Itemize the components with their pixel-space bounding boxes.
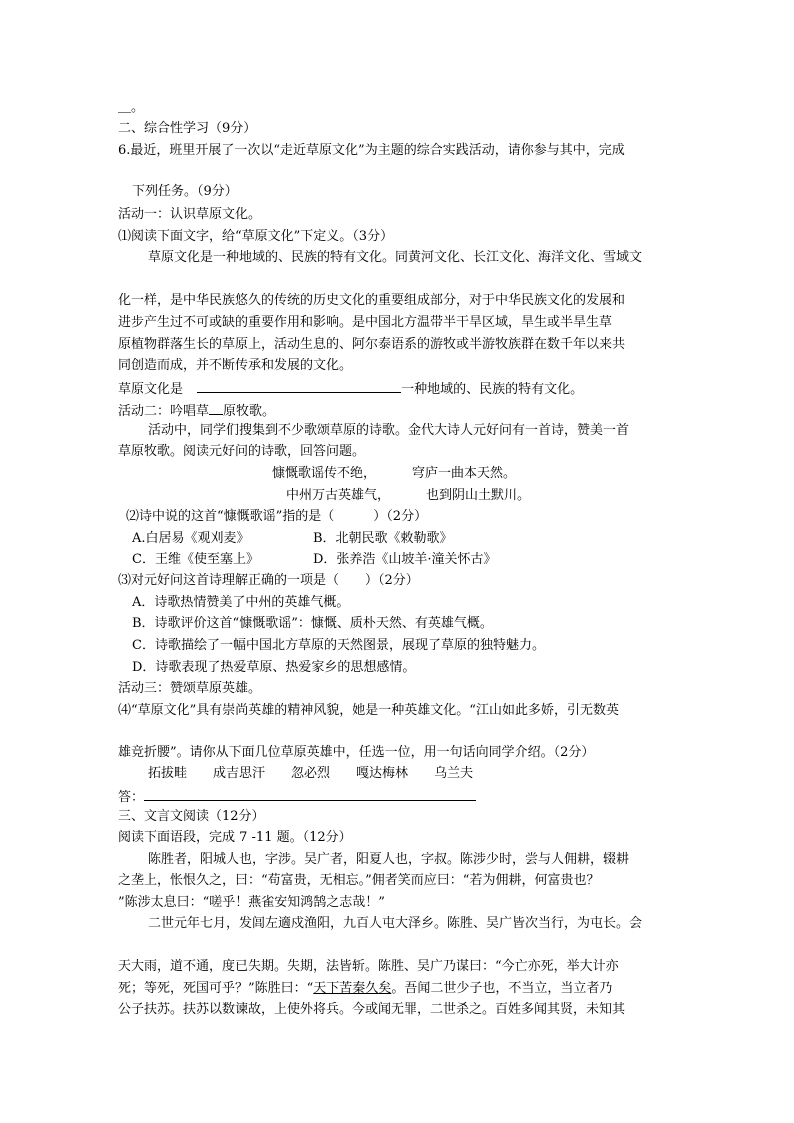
poem-line-1a: 慷慨歌谣传不绝， bbox=[272, 466, 377, 481]
hero-list bbox=[148, 765, 473, 783]
option-3b[interactable]: B．诗歌评价这首“慷慨歌谣”：慷慨、质朴天然、有英雄气概。 bbox=[132, 616, 493, 631]
section-heading-3: 三、文言文阅读（12分） bbox=[118, 809, 265, 824]
classical-line: 之垄上，怅恨久之，曰：“苟富贵，无相忘。”佣者笑而应曰：“若为佣耕，何富贵也？ bbox=[118, 873, 600, 888]
classical-line: 公子扶苏。扶苏以数谏故，上使外将兵。今或闻无罪，二世杀之。百姓多闻其贤，未知其 bbox=[118, 1002, 626, 1017]
option-2a[interactable]: A.白居易《观刈麦》 bbox=[132, 531, 250, 546]
classical-line: 天大雨，道不通，度已失期。失期，法皆斩。陈胜、吴广乃谋曰：“今亡亦死，举大计亦 bbox=[118, 959, 619, 974]
option-2d[interactable]: D．张养浩《山坡羊·潼关怀古》 bbox=[313, 552, 497, 567]
classical-line: 二世元年七月，发闾左適戍渔阳，九百人屯大泽乡。陈胜、吴广皆次当行，为屯长。会 bbox=[148, 916, 643, 931]
hero-name: 忽必烈 bbox=[291, 766, 331, 781]
question-4-prompt: ⑷“草原文化”具有崇尚英雄的精神风貌，她是一种英雄文化。“江山如此多娇，引无数英 bbox=[118, 703, 619, 718]
passage-line: 同创造而成，并不断传承和发展的文化。 bbox=[118, 358, 353, 373]
classical-line: 陈胜者，阳城人也，字涉。吴广者，阳夏人也，字叔。陈涉少时，尝与人佣耕，辍耕 bbox=[148, 852, 630, 867]
hero-name: 嘎达梅林 bbox=[356, 766, 409, 781]
question-6-text-cont: 下列任务。（9分） bbox=[132, 184, 238, 199]
line-fragment: ＿。 bbox=[118, 100, 145, 115]
option-3a[interactable]: A．诗歌热情赞美了中州的英雄气概。 bbox=[132, 595, 350, 610]
activity-2-prefix: 活动二：吟唱草 bbox=[118, 404, 210, 419]
poem-line-1b: 穹庐一曲本天然。 bbox=[412, 466, 517, 481]
definition-suffix: 一种地域的、民族的特有文化。 bbox=[401, 382, 584, 397]
section-heading-2: 二、综合性学习（9分） bbox=[118, 121, 257, 136]
activity-1-heading: 活动一：认识草原文化。 bbox=[118, 207, 262, 222]
definition-blank[interactable] bbox=[197, 378, 401, 393]
passage-line: 原植物群落生长的草原上，活动生息的、阿尔泰语系的游牧或半游牧族群在数千年以来共 bbox=[118, 337, 626, 352]
question-6-text: 6.最近，班里开展了一次以“走近草原文化”为主题的综合实践活动，请你参与其中，完成 bbox=[118, 143, 625, 158]
option-3c[interactable]: C．诗歌描绘了一幅中国北方草原的天然图景，展现了草原的独特魅力。 bbox=[132, 638, 545, 653]
definition-line bbox=[118, 378, 583, 399]
passage-line: 草原牧歌。阅读元好问的诗歌，回答问题。 bbox=[118, 444, 366, 459]
passage-line: 进步产生过不可或缺的重要作用和影响。是中国北方温带半干旱区域，旱生或半旱生草 bbox=[118, 315, 613, 330]
passage-line: 活动中，同学们搜集到不少歌颂草原的诗歌。金代大诗人元好问有一首诗，赞美一首 bbox=[148, 423, 630, 438]
underlined-sentence: 天下苦秦久矣 bbox=[313, 981, 392, 996]
activity-2-blank[interactable] bbox=[209, 400, 223, 415]
activity-2-heading bbox=[118, 400, 275, 421]
passage-line: 草原文化是一种地域的、民族的特有文化。同黄河文化、长江文化、海洋文化、雪域文 bbox=[148, 250, 643, 265]
classical-text: 死；等死，死国可乎？”陈胜曰：“ bbox=[118, 981, 314, 996]
hero-name: 乌兰夫 bbox=[434, 766, 474, 781]
poem-line-2b: 也到阴山土默川。 bbox=[426, 488, 531, 503]
question-1-prompt: ⑴阅读下面文字，给“草原文化”下定义。（3分） bbox=[118, 229, 394, 244]
activity-2-suffix: 原牧歌。 bbox=[223, 404, 276, 419]
classical-line bbox=[118, 980, 612, 998]
classical-prompt: 阅读下面语段，完成 7 -11 题。（12分） bbox=[118, 830, 352, 845]
question-4-prompt-cont: 雄竞折腰”。请你从下面几位草原英雄中，任选一位，用一句话向同学介绍。（2分） bbox=[118, 745, 595, 760]
question-3-prompt: ⑶对元好问这首诗理解正确的一项是（ ）（2分） bbox=[118, 573, 419, 588]
definition-prefix: 草原文化是 bbox=[118, 382, 184, 397]
activity-3-heading: 活动三：赞颂草原英雄。 bbox=[118, 681, 262, 696]
classical-line: ”陈涉太息曰：“嗟乎！燕雀安知鸿鹄之志哉！” bbox=[118, 895, 385, 910]
poem-line-2a: 中州万古英雄气， bbox=[286, 488, 391, 503]
answer-label: 答： bbox=[118, 790, 145, 805]
passage-line: 化一样，是中华民族悠久的传统的历史文化的重要组成部分，对于中华民族文化的发展和 bbox=[118, 293, 626, 308]
option-3d[interactable]: D．诗歌表现了热爱草原、热爱家乡的思想感情。 bbox=[132, 660, 416, 675]
classical-text: 。吾闻二世少子也，不当立，当立者乃 bbox=[391, 981, 613, 996]
question-2-prompt: ⑵诗中说的这首“慷慨歌谣”指的是（ ）（2分） bbox=[126, 509, 428, 524]
answer-line bbox=[118, 786, 476, 807]
answer-blank[interactable] bbox=[144, 786, 476, 801]
hero-name: 拓拔畦 bbox=[148, 766, 188, 781]
option-2b[interactable]: B．北朝民歌《敕勒歌》 bbox=[313, 531, 453, 546]
hero-name: 成吉思汗 bbox=[213, 766, 266, 781]
option-2c[interactable]: C．王维《使至塞上》 bbox=[132, 552, 259, 567]
